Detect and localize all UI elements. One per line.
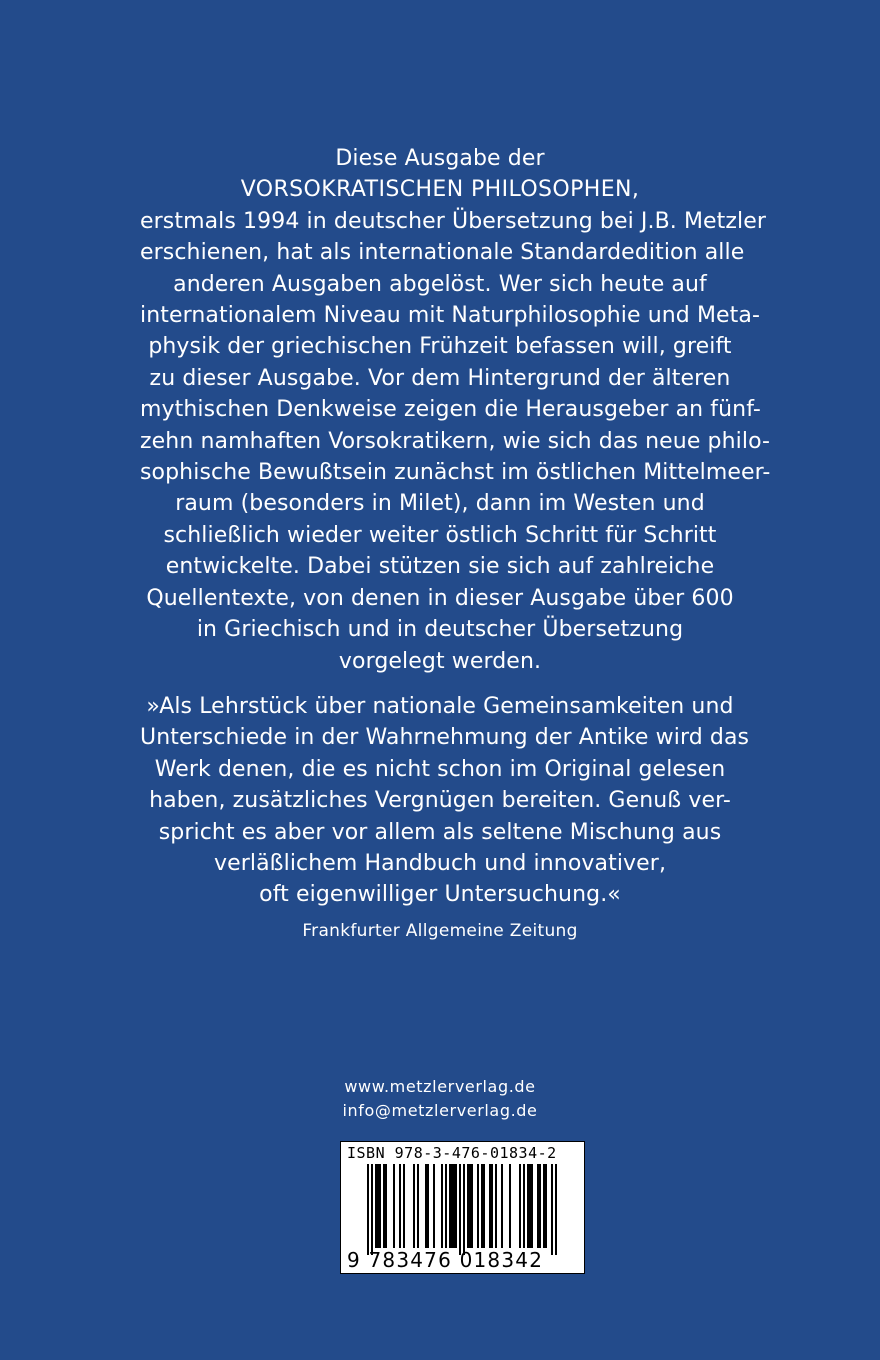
description-line: sophische Bewußtsein zunächst im östlichen Mittelmeer- <box>140 460 771 486</box>
barcode-bar <box>367 1164 369 1255</box>
barcode-bar <box>417 1164 419 1248</box>
description-text <box>140 143 771 677</box>
barcode-bar <box>445 1164 447 1248</box>
description-line: anderen Ausgaben abgelöst. Wer sich heute auf <box>173 271 707 297</box>
barcode-bar <box>467 1164 469 1248</box>
barcode-bar <box>489 1164 491 1248</box>
barcode-bar <box>433 1164 435 1248</box>
review-line: Werk denen, die es nicht schon im Original gelesen <box>154 756 726 782</box>
barcode-bar <box>471 1164 473 1248</box>
description-line: zu dieser Ausgabe. Vor dem Hintergrund der älteren <box>149 365 731 391</box>
barcode-bar <box>539 1164 541 1248</box>
barcode-bar <box>501 1164 503 1248</box>
barcode-bar <box>413 1164 415 1248</box>
description-line: Quellentexte, von denen in dieser Ausgabe über 600 <box>146 585 734 611</box>
barcode-bar <box>383 1164 385 1248</box>
barcode-bar <box>519 1164 521 1248</box>
description-line: schließlich wieder weiter östlich Schritt für Schritt <box>163 522 717 548</box>
review-line: haben, zusätzliches Vergnügen bereiten. Genuß ver- <box>149 788 731 814</box>
barcode-bar <box>543 1164 545 1248</box>
barcode-bar <box>551 1164 553 1255</box>
isbn-label: ISBN 978-3-476-01834-2 <box>347 1144 557 1162</box>
barcode-bar <box>371 1164 373 1255</box>
review-source: Frankfurter Allgemeine Zeitung <box>302 921 578 941</box>
barcode-bar <box>537 1164 539 1248</box>
barcode-bar <box>509 1164 511 1248</box>
barcode-bar <box>481 1164 483 1248</box>
barcode-bar <box>495 1164 497 1248</box>
barcode-bar <box>483 1164 485 1248</box>
description-line: erstmals 1994 in deutscher Übersetzung bei J.B. Metzler <box>140 208 767 234</box>
review-line: oft eigenwilliger Untersuchung.« <box>259 882 621 908</box>
review-line: verläßlichem Handbuch und innovativer, <box>213 851 667 877</box>
description-line: entwickelte. Dabei stützen sie sich auf zahlreiche <box>165 554 715 580</box>
barcode-bar <box>469 1164 471 1248</box>
barcode-bar <box>393 1164 395 1248</box>
barcode-bar <box>441 1164 443 1248</box>
barcode-bar <box>449 1164 451 1248</box>
description-line: physik der griechischen Frühzeit befassen will, greift <box>148 334 732 360</box>
description-line: raum (besonders in Milet), dann im Westen und <box>175 491 705 517</box>
barcode-bar <box>427 1164 429 1248</box>
publisher-contact <box>240 1075 640 1123</box>
description-line: mythischen Denkweise zeigen die Herausgeber an fünf- <box>140 397 761 423</box>
barcode-bar <box>459 1164 461 1255</box>
email-link[interactable]: info@metzlerverlag.de <box>342 1101 538 1120</box>
barcode-bar <box>385 1164 387 1248</box>
review-line: Unterschiede in der Wahrnehmung der Antike wird das <box>140 725 750 751</box>
description-line: Diese Ausgabe der <box>335 146 545 171</box>
barcode-bar <box>403 1164 405 1248</box>
barcode-bar <box>377 1164 379 1248</box>
barcode-bar <box>455 1164 457 1248</box>
isbn-barcode <box>340 1141 585 1274</box>
review-line: spricht es aber vor allem als seltene Mischung aus <box>158 819 722 845</box>
barcode-bar <box>451 1164 453 1248</box>
barcode-bar <box>453 1164 455 1248</box>
review-quote <box>140 691 750 911</box>
review-line: »Als Lehrstück über nationale Gemeinsamkeiten und <box>146 694 734 719</box>
description-line: internationalem Niveau mit Naturphilosophie und Meta- <box>140 303 761 329</box>
barcode-digits: 9 783476 018342 <box>347 1248 544 1272</box>
barcode-bar <box>527 1164 529 1248</box>
barcode-bar <box>375 1164 377 1248</box>
book-title: VORSOKRATISCHEN PHILOSOPHEN, <box>240 177 640 203</box>
barcode-bar <box>491 1164 493 1248</box>
barcode-bar <box>379 1164 381 1248</box>
barcode-bar <box>477 1164 479 1248</box>
description-line: erschienen, hat als internationale Standardedition alle <box>140 240 745 266</box>
barcode-bar <box>399 1164 401 1248</box>
description-line: zehn namhaften Vorsokratikern, wie sich das neue philo- <box>140 428 771 454</box>
barcode-bar <box>529 1164 531 1248</box>
barcode-bar <box>463 1164 465 1255</box>
barcode-bar <box>531 1164 533 1248</box>
website-link[interactable]: www.metzlerverlag.de <box>344 1077 536 1096</box>
barcode-bar <box>425 1164 427 1248</box>
description-line: in Griechisch und in deutscher Übersetzung <box>196 617 684 643</box>
barcode-bar <box>545 1164 547 1248</box>
description-line: vorgelegt werden. <box>338 648 542 674</box>
barcode-bar <box>555 1164 557 1255</box>
barcode-bar <box>523 1164 525 1248</box>
